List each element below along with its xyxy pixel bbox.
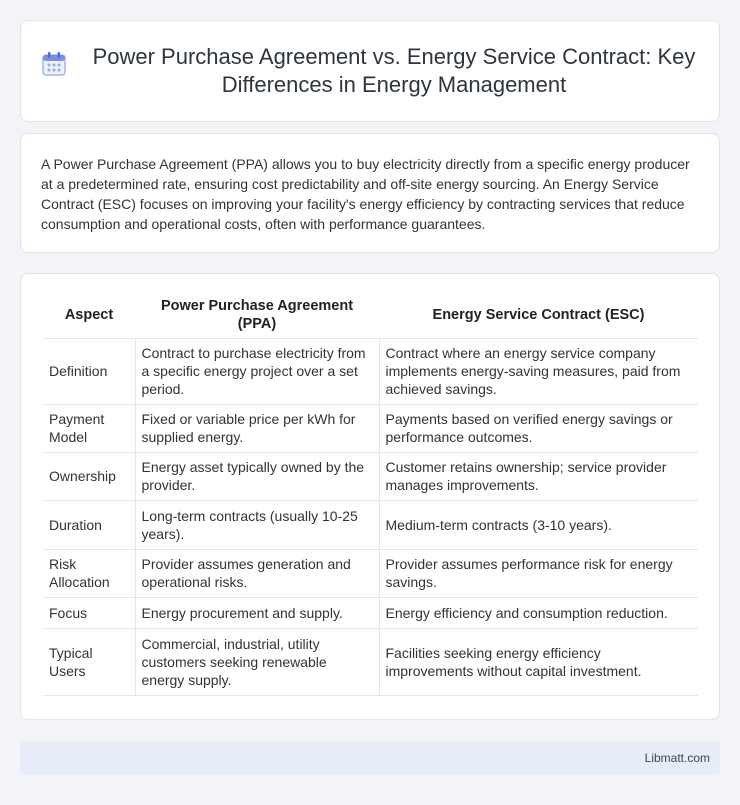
table-row (43, 338, 698, 404)
ppa-cell: Long-term contracts (usually 10-25 years). (135, 500, 379, 549)
aspect-cell: Duration (43, 500, 135, 549)
table-row (43, 452, 698, 500)
aspect-cell: Risk Allocation (43, 549, 135, 597)
esc-cell: Payments based on verified energy savings or performance outcomes. (379, 404, 698, 452)
column-header-aspect: Aspect (64, 306, 114, 323)
aspect-cell: Ownership (43, 452, 135, 500)
ppa-cell: Commercial, industrial, utility customers seeking renewable energy supply. (135, 628, 379, 695)
esc-cell: Facilities seeking energy efficiency improvements without capital investment. (379, 628, 698, 695)
esc-cell: Contract where an energy service company implements energy-saving measures, paid from achieved savings. (379, 338, 698, 404)
calendar-icon (41, 51, 67, 77)
table-row (43, 404, 698, 452)
ppa-cell: Contract to purchase electricity from a specific energy project over a set period. (135, 338, 379, 404)
footer-site-link[interactable]: Libmatt.com (644, 751, 710, 765)
column-header-ppa: Power Purchase Agreement (PPA) (160, 297, 354, 332)
table-row (43, 597, 698, 628)
aspect-cell: Typical Users (43, 628, 135, 695)
table-header-row (43, 296, 698, 338)
esc-cell: Provider assumes performance risk for energy savings. (379, 549, 698, 597)
ppa-cell: Energy asset typically owned by the provider. (135, 452, 379, 500)
header-card (20, 20, 720, 122)
ppa-cell: Energy procurement and supply. (135, 597, 379, 628)
ppa-cell: Provider assumes generation and operational risks. (135, 549, 379, 597)
footer-bar (20, 741, 720, 775)
esc-cell: Medium-term contracts (3-10 years). (379, 500, 698, 549)
intro-paragraph: A Power Purchase Agreement (PPA) allows you to buy electricity directly from a specific energy producer at a predetermined rate, ensuring cost predictability and off-site energy sourcing. An Energy Service Contract (ESC) focuses on improving your facility's energy efficiency by contracting services that reduce consumption and operational costs, often with performance guarantees. (41, 156, 690, 232)
aspect-cell: Payment Model (43, 404, 135, 452)
comparison-table (43, 296, 698, 696)
table-row (43, 500, 698, 549)
aspect-cell: Focus (43, 597, 135, 628)
intro-card (20, 133, 720, 253)
comparison-table-card (20, 273, 720, 720)
table-row (43, 628, 698, 695)
esc-cell: Customer retains ownership; service provider manages improvements. (379, 452, 698, 500)
ppa-cell: Fixed or variable price per kWh for supplied energy. (135, 404, 379, 452)
esc-cell: Energy efficiency and consumption reduction. (379, 597, 698, 628)
column-header-esc: Energy Service Contract (ESC) (432, 306, 645, 323)
table-row (43, 549, 698, 597)
page-title: Power Purchase Agreement vs. Energy Service Contract: Key Differences in Energy Management (92, 44, 696, 97)
aspect-cell: Definition (43, 338, 135, 404)
